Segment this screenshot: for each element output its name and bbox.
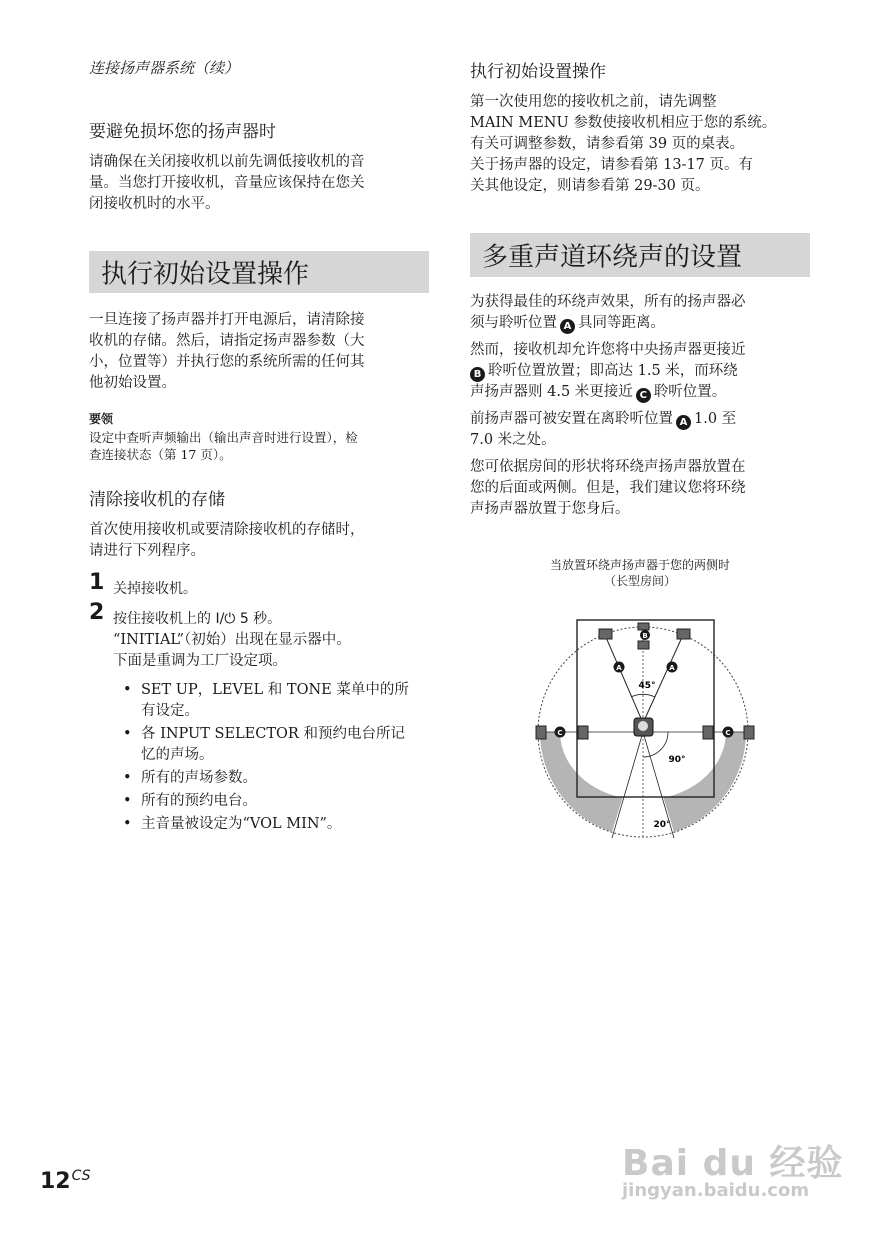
list-item: • 所有的声场参数。 bbox=[113, 768, 433, 789]
surround-right-far-speaker-icon bbox=[744, 726, 754, 739]
badge-c-left bbox=[555, 727, 566, 738]
badge-b bbox=[640, 630, 650, 640]
badge-c-right bbox=[723, 727, 734, 738]
side-angle-label: 90° bbox=[668, 755, 686, 765]
list-item: • 各 INPUT SELECTOR 和预约电台所记 忆的声场。 bbox=[113, 724, 433, 766]
speaker-placement-diagram bbox=[530, 605, 760, 845]
svg-text:C: C bbox=[725, 729, 731, 737]
tip-title: 要领 bbox=[89, 412, 114, 426]
surround-paragraphs bbox=[470, 292, 815, 520]
step-1-text: 关掉接收机。 bbox=[113, 581, 197, 597]
front-left-speaker-icon bbox=[599, 629, 612, 639]
step-2-text: 按住接收机上的 I/⏻ 5 秒。 bbox=[113, 611, 282, 627]
position-c-badge: C bbox=[636, 388, 651, 403]
svg-text:A: A bbox=[616, 664, 622, 672]
center-speaker-icon bbox=[638, 641, 649, 649]
front-angle-label: 45° bbox=[638, 681, 656, 691]
center-speaker-far-icon bbox=[638, 623, 649, 630]
step-2-description: “INITIAL”（初始）出现在显示器中。 下面是重调为工厂设定项。 bbox=[113, 632, 351, 669]
position-b-badge: B bbox=[470, 367, 485, 382]
tip-text: 设定中查听声频输出（输出声音时进行设置），检 查连接状态（第 17 页）。 bbox=[89, 430, 358, 462]
avoid-damage-paragraph: 请确保在关闭接收机以前先调低接收机的音 量。当您打开接收机，音量应该保持在您关 闭接收机时的水平。 bbox=[89, 154, 365, 212]
surround-section-title: 多重声道环绕声的设置 bbox=[482, 242, 743, 273]
initial-setup-paragraph: 一旦连接了扬声器并打开电源后，请清除接 收机的存储。然后，请指定扬声器参数（大 小，位置等）并执行您的系统所需的任何其 他初始设置。 bbox=[89, 312, 365, 391]
surround-section-bar bbox=[470, 233, 810, 277]
factory-reset-list bbox=[113, 680, 433, 835]
step-1-number: 1 bbox=[89, 570, 105, 595]
list-item: • 所有的预约电台。 bbox=[113, 791, 433, 812]
svg-text:C: C bbox=[557, 729, 563, 737]
clear-memory-paragraph: 首次使用接收机或要清除接收机的存储时， 请进行下列程序。 bbox=[89, 522, 365, 559]
badge-a-left bbox=[614, 662, 625, 673]
surround-left-far-speaker-icon bbox=[536, 726, 546, 739]
watermark-url: jingyan.baidu.com bbox=[622, 1180, 810, 1201]
surround-left-speaker-icon bbox=[578, 726, 588, 739]
avoid-damage-heading: 要避免损坏您的扬声器时 bbox=[89, 122, 276, 142]
list-item: • SET UP，LEVEL 和 TONE 菜单中的所 有设定。 bbox=[113, 680, 433, 722]
position-a-badge: A bbox=[560, 319, 575, 334]
initial-setup-section-title: 执行初始设置操作 bbox=[101, 259, 310, 290]
initial-setup-right-paragraph: 第一次使用您的接收机之前，请先调整 MAIN MENU 参数使接收机相应于您的系统。 有关可调整参数，请参看第 39 页的桌表。 关于扬声器的设定，请参看第 13-17 页。有 关其他设定，则请参看第 29-30 页。 bbox=[470, 94, 777, 194]
rear-angle-label: 20° bbox=[653, 820, 671, 830]
svg-text:B: B bbox=[642, 632, 648, 640]
page-number: $12^{CS}$ bbox=[40, 1168, 91, 1194]
surround-p3: 前扬声器可被安置在离聆听位置 A 1.0 至 7.0 米之处。 bbox=[470, 411, 737, 448]
diagram-subcaption: （长型房间） bbox=[603, 574, 676, 588]
svg-text:A: A bbox=[669, 664, 675, 672]
list-item: • 主音量被设定为“VOL MIN”。 bbox=[113, 814, 433, 835]
initial-setup-heading-right: 执行初始设置操作 bbox=[470, 62, 606, 82]
watermark-brand: Bai du 经验 bbox=[622, 1143, 844, 1184]
badge-a-right bbox=[667, 662, 678, 673]
surround-p2: 然而，接收机却允许您将中央扬声器更接近 B 聆听位置放置；即高达 1.5 米，而环绕 声扬声器则 4.5 米更接近 C 聆听位置。 bbox=[470, 342, 746, 401]
page-suffix: CS bbox=[71, 1168, 91, 1184]
surround-right-speaker-icon bbox=[703, 726, 713, 739]
step-2-number: 2 bbox=[89, 600, 105, 625]
position-a-badge: A bbox=[676, 415, 691, 430]
diagram-caption: 当放置环绕声扬声器于您的两侧时 bbox=[549, 558, 730, 572]
clear-memory-heading: 清除接收机的存储 bbox=[89, 490, 225, 510]
surround-p4: 您可依据房间的形状将环绕声扬声器放置在 您的后面或两侧。但是，我们建议您将环绕 声扬声器放置于您身后。 bbox=[470, 459, 746, 517]
front-right-speaker-icon bbox=[677, 629, 690, 639]
surround-p1: 为获得最佳的环绕声效果，所有的扬声器必 须与聆听位置 A 具同等距离。 bbox=[470, 294, 746, 332]
initial-setup-section-bar bbox=[89, 251, 429, 293]
running-header: 连接扬声器系统（续） bbox=[89, 59, 240, 77]
